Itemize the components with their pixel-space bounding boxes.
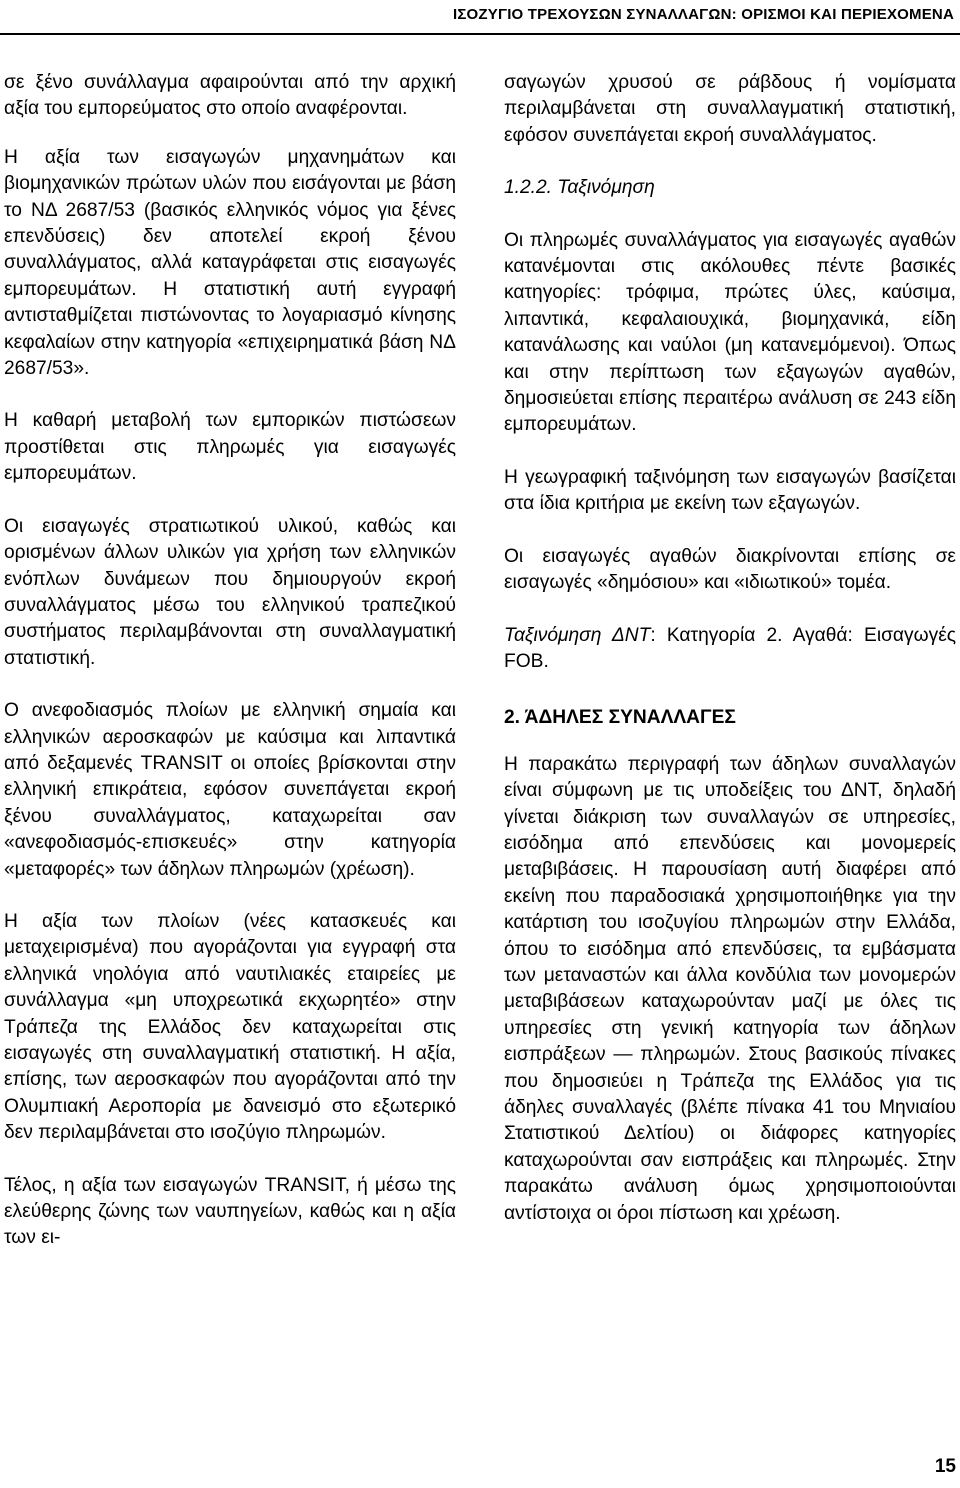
paragraph: Οι εισαγωγές στρατιωτικού υλικού, καθώς και ορισμένων άλλων υλικών για χρήση των ελληνικών ενόπλων δυνάμεων που δημιουργούν εκροή συναλλάγματος μέσω του ελληνικού τραπεζικού συστήματος περιλαμβάνονται στη συναλλαγματική στατιστική. xyxy=(4,515,456,669)
paragraph: Η αξία των πλοίων (νέες κατασκευές και μεταχειρισμένα) που αγοράζονται για εγγραφή στα ελληνικά νηολόγια από ναυτιλιακές εταιρείες με συνάλλαγμα «μη υποχρεωτικά εκχωρητέο» στην Τράπεζα της Ελλάδος δεν καταχωρείται στις εισαγωγές στη συναλλαγματική στατιστική. Η αξία, επίσης, των αεροσκαφών που αγοράζονται από την Ολυμπιακή Αεροπορία με δανεισμό στο εξωτερικό δεν περιλαμβάνεται στο ισοζύγιο πληρωμών. xyxy=(4,910,456,1144)
header-rule xyxy=(0,33,960,35)
section-heading: 2. ΆΔΗΛΕΣ ΣΥΝΑΛΛΑΓΕΣ xyxy=(504,707,736,729)
left-column xyxy=(4,70,456,1278)
paragraph: σαγωγών χρυσού σε ράβδους ή νομίσματα περιλαμβάνεται στη συναλλαγματική στατιστική, εφόσον συνεπάγεται εκροή συναλλάγματος. xyxy=(504,72,956,146)
paragraph xyxy=(504,623,956,676)
classification-text: : Κατηγορία 2. Αγαθά: Εισαγωγές FOB. xyxy=(504,624,956,672)
paragraph: Η καθαρή μεταβολή των εμπορικών πιστώσεων προστίθεται στις πληρωμές για εισαγωγές εμπορευμάτων. xyxy=(4,410,456,485)
paragraph: Η παρακάτω περιγραφή των άδηλων συναλλαγών είναι σύμφωνη με τις υποδείξεις του ΔΝΤ, δηλαδή γίνεται διάκριση των συναλλαγών σε υπηρεσίες, εισόδημα από επενδύσεις και μονομερείς μεταβιβάσεις. Η παρουσίαση αυτή διαφέρει από εκείνη που παραδοσιακά χρησιμοποιήθηκε για την κατάρτιση του ισοζυγίου πληρωμών στην Ελλάδα, όπου το εισόδημα από επενδύσεις, τα εμβάσματα των μεταναστών και άλλα κονδύλια των μονομερών μεταβιβάσεων καταχωρούνταν μαζί με όλες τις υπηρεσίες στη γενική κατηγορία των άδηλων εισπράξεων — πληρωμών. Στους βασικούς πίνακες που δημοσιεύει η Τράπεζα της Ελλάδος για τις άδηλες συναλλαγές (βλέπε πίνακα 41 του Μηνιαίου Στατιστικού Δελτίου) οι διάφορες κατηγορίες καταχωρούνται σαν εισπράξεις και πληρωμές. Στην παρακάτω ανάλυση όμως χρησιμοποιούνται αντίστοιχα οι όροι πίστωση και χρέωση. xyxy=(504,753,956,1224)
paragraph: Η αξία των εισαγωγών μηχανημάτων και βιομηχανικών πρώτων υλών που εισάγονται με βάση το ΝΔ 2687/53 (βασικός ελληνικός νόμος για ξένες επενδύσεις) δεν αποτελεί εκροή ξένου συναλλάγματος, αλλά καταγράφεται στις εισαγωγές εμπορευμάτων. Η στατιστική αυτή εγγραφή αντισταθμίζεται πιστώνοντας το λογαριασμό κίνησης κεφαλαίων στην κατηγορία «επιχειρηματικά βάση ΝΔ 2687/53». xyxy=(4,146,456,380)
paragraph: Ο ανεφοδιασμός πλοίων με ελληνική σημαία και ελληνικών αεροσκαφών με καύσιμα και λιπαντικά από δεξαμενές TRANSIT οι οποίες βρίσκονται στην ελληνική επικράτεια, εφόσον συνεπάγεται εκροή ξένου συναλλάγματος, καταχωρείται σαν «ανεφοδιασμός-επισκευές» στην κατηγορία «μεταφορές» των άδηλων πληρωμών (χρέωση). xyxy=(4,700,456,880)
page-number: 15 xyxy=(934,1456,956,1477)
running-header: ΙΣΟΖΥΓΙΟ ΤΡΕΧΟΥΣΩΝ ΣΥΝΑΛΛΑΓΩΝ: ΟΡΙΣΜΟΙ ΚΑΙ ΠΕΡΙΕΧΟΜΕΝΑ xyxy=(452,6,954,23)
paragraph: Τέλος, η αξία των εισαγωγών TRANSIT, ή μέσω της ελεύθερης ζώνης των ναυπηγείων, καθώς και η αξία των ει- xyxy=(4,1174,456,1249)
classification-label: Ταξινόμηση ΔΝΤ xyxy=(504,624,651,646)
paragraph: Οι πληρωμές συναλλάγματος για εισαγωγές αγαθών κατανέμονται στις ακόλουθες πέντε βασικές κατηγορίες: τρόφιμα, πρώτες ύλες, καύσιμα, λιπαντικά, κεφαλαιουχικά, βιομηχανικά, είδη κατανάλωσης και ναύλοι (μη κατανεμόμενοι). Όπως και στην περίπτωση των εξαγωγών αγαθών, δημοσιεύεται επίσης περαιτέρω ανάλυση σε 243 είδη εμπορευμάτων. xyxy=(504,229,956,436)
paragraph: Οι εισαγωγές αγαθών διακρίνονται επίσης σε εισαγωγές «δημόσιου» και «ιδιωτικού» τομέα. xyxy=(504,545,956,594)
right-column xyxy=(504,70,956,1253)
subsection-heading: 1.2.2. Ταξινόμηση xyxy=(504,177,655,199)
paragraph: σε ξένο συνάλλαγμα αφαιρούνται από την αρχική αξία του εμπορεύματος στο οποίο αναφέρονται. xyxy=(4,72,456,120)
paragraph: Η γεωγραφική ταξινόμηση των εισαγωγών βασίζεται στα ίδια κριτήρια με εκείνη των εξαγωγών. xyxy=(504,466,956,515)
